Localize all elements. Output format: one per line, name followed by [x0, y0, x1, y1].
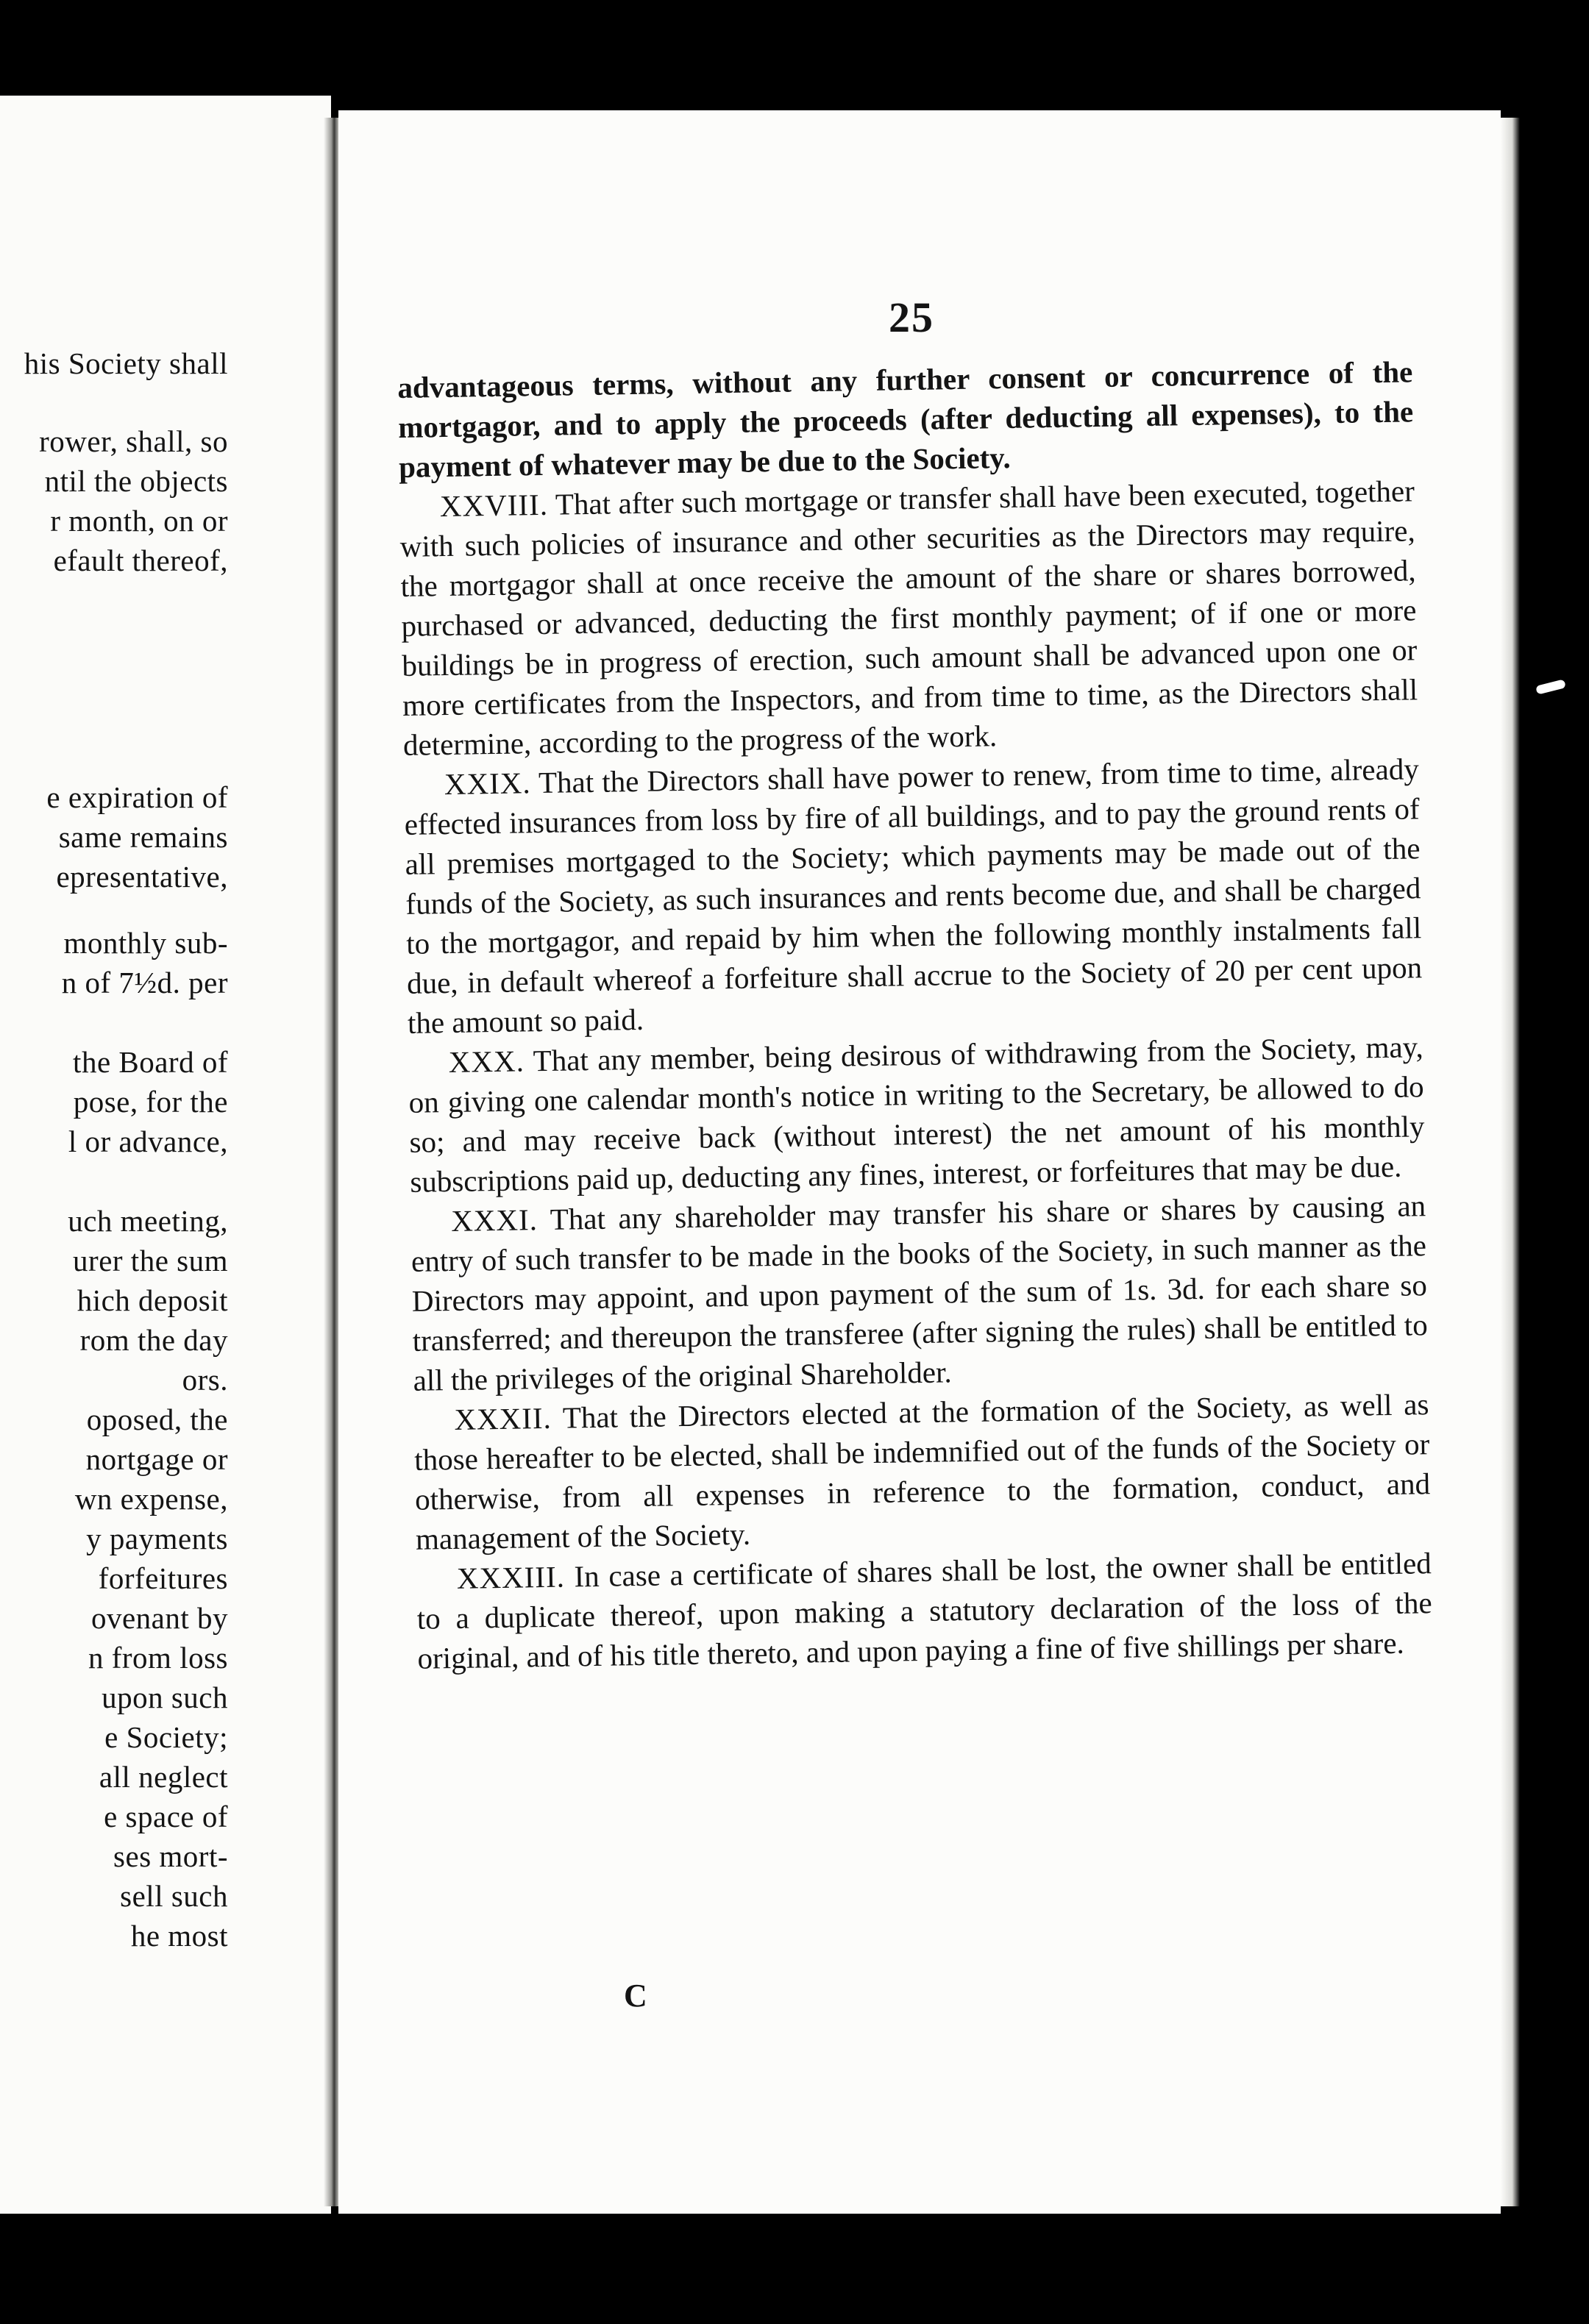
article-30	[408, 1027, 1425, 1202]
left-text-line: efault thereof,	[53, 543, 228, 577]
article-number: XXXI.	[450, 1202, 538, 1238]
left-text-line: ors.	[182, 1363, 228, 1397]
left-text-line: forfeitures	[98, 1561, 228, 1595]
article-31	[410, 1186, 1429, 1400]
left-text-line: monthly sub-	[63, 926, 228, 960]
left-text-line: rom the day	[79, 1323, 228, 1357]
signature-mark: C	[624, 1978, 647, 2014]
scan-artifact	[1535, 679, 1566, 694]
article-33	[416, 1543, 1432, 1678]
left-text-line: nortgage or	[85, 1442, 228, 1476]
article-number: XXVIII.	[439, 487, 549, 524]
left-text-line: wn expense,	[74, 1482, 228, 1516]
left-text-line: same remains	[58, 820, 228, 854]
article-number: XXXII.	[454, 1400, 552, 1436]
body-text	[397, 352, 1433, 1678]
left-text-line: e space of	[104, 1800, 228, 1833]
left-text-line: rower, shall, so	[39, 424, 228, 458]
article-32	[413, 1384, 1431, 1559]
left-text-line: ovenant by	[90, 1601, 228, 1635]
left-page-fragment	[0, 96, 331, 2214]
left-text-line: epresentative,	[56, 860, 228, 894]
left-text-line: upon such	[102, 1680, 228, 1714]
left-text-line: y payments	[86, 1522, 228, 1555]
left-text-line: he most	[130, 1919, 228, 1953]
left-text-line: n of 7½d. per	[61, 966, 228, 999]
article-text: That any member, being desirous of withdrawing from the Society, may, on giving one calendar month's notice in writing to the Secretary, be allowed to do so; and may receive back (without interest) the net amount of his monthly subscriptions paid up, deducting any fines, interest, or forfeitures that may be due.	[408, 1030, 1425, 1199]
article-29	[403, 749, 1423, 1043]
left-text-line: oposed, the	[86, 1402, 228, 1436]
article-text: That after such mortgage or transfer shall have been executed, together with such policies of insurance and other securities as the Directors may require, the mortgagor shall at once receive the amount of the share or shares borrowed, purchased or advanced, deducting the first monthly payment; of if one or more buildings be in progress of erection, such amount shall be advanced upon one or more certificates from the Inspectors, and from time to time, as the Directors shall determine, according to the progress of the work.	[399, 474, 1418, 762]
left-text-line: the Board of	[73, 1045, 228, 1079]
article-number: XXXIII.	[456, 1559, 566, 1595]
article-text: That any shareholder may transfer his share or shares by causing an entry of such transfer to be made in the books of the Society, in such manner as the Directors may appoint, and upon payment of the sum of 1s. 3d. for each share so transferred; and thereupon the transferee (after signing the rules) shall be entitled to all the privileges of the original Shareholder.	[410, 1188, 1428, 1397]
article-text: That the Directors shall have power to renew, from time to time, already effected insurances from loss by fire of all buildings, and to pay the ground rents of all premises mortgaged to the Society; which payments may be made out of the funds of the Society, as such insurances and rents become due, and shall be charged to the mortgagor, and repaid by him when the following monthly instalments fall due, in default whereof a forfeiture shall accrue to the Society of 20 per cent upon the amount so paid.	[404, 752, 1423, 1040]
article-text: That the Directors elected at the formation of the Society, as well as those hereafter to be elected, shall be indemnified out of the funds of the Society or otherwise, from all expenses in reference to the formation, conduct, and management of the Society.	[413, 1387, 1431, 1556]
left-text-line: uch meeting,	[68, 1204, 228, 1238]
page-edge-shadow	[1501, 118, 1520, 2206]
continuation-paragraph: advantageous terms, without any further consent or concurrence of the mortgagor, and to apply the proceeds (after deducting all expenses), to the payment of whatever may be due to the Society.	[397, 354, 1414, 484]
left-text-line: n from loss	[88, 1641, 228, 1675]
left-text-line: l or advance,	[68, 1124, 228, 1158]
left-text-line: pose, for the	[73, 1085, 228, 1119]
left-text-line: urer the sum	[73, 1244, 228, 1277]
article-number: XXIX.	[444, 766, 531, 802]
left-text-line: e expiration of	[46, 780, 228, 814]
left-text-line: his Society shall	[24, 346, 228, 380]
article-number: XXX.	[448, 1044, 525, 1080]
left-text-line: sell such	[120, 1879, 228, 1913]
page-number: 25	[889, 293, 934, 341]
left-text-line: ses mort-	[113, 1839, 228, 1873]
left-text-line: hich deposit	[77, 1283, 228, 1317]
left-text-line: ntil the objects	[44, 464, 228, 498]
article-text: In case a certificate of shares shall be lost, the owner shall be entitled to a duplicate thereof, upon making a statutory declaration of the loss of the original, and of his title thereto, and upon paying a fine of five shillings per share.	[416, 1546, 1432, 1675]
left-text-line: r month, on or	[50, 504, 228, 538]
left-text-line: e Society;	[104, 1720, 228, 1754]
article-28	[399, 471, 1419, 765]
left-text-line: all neglect	[99, 1760, 228, 1794]
